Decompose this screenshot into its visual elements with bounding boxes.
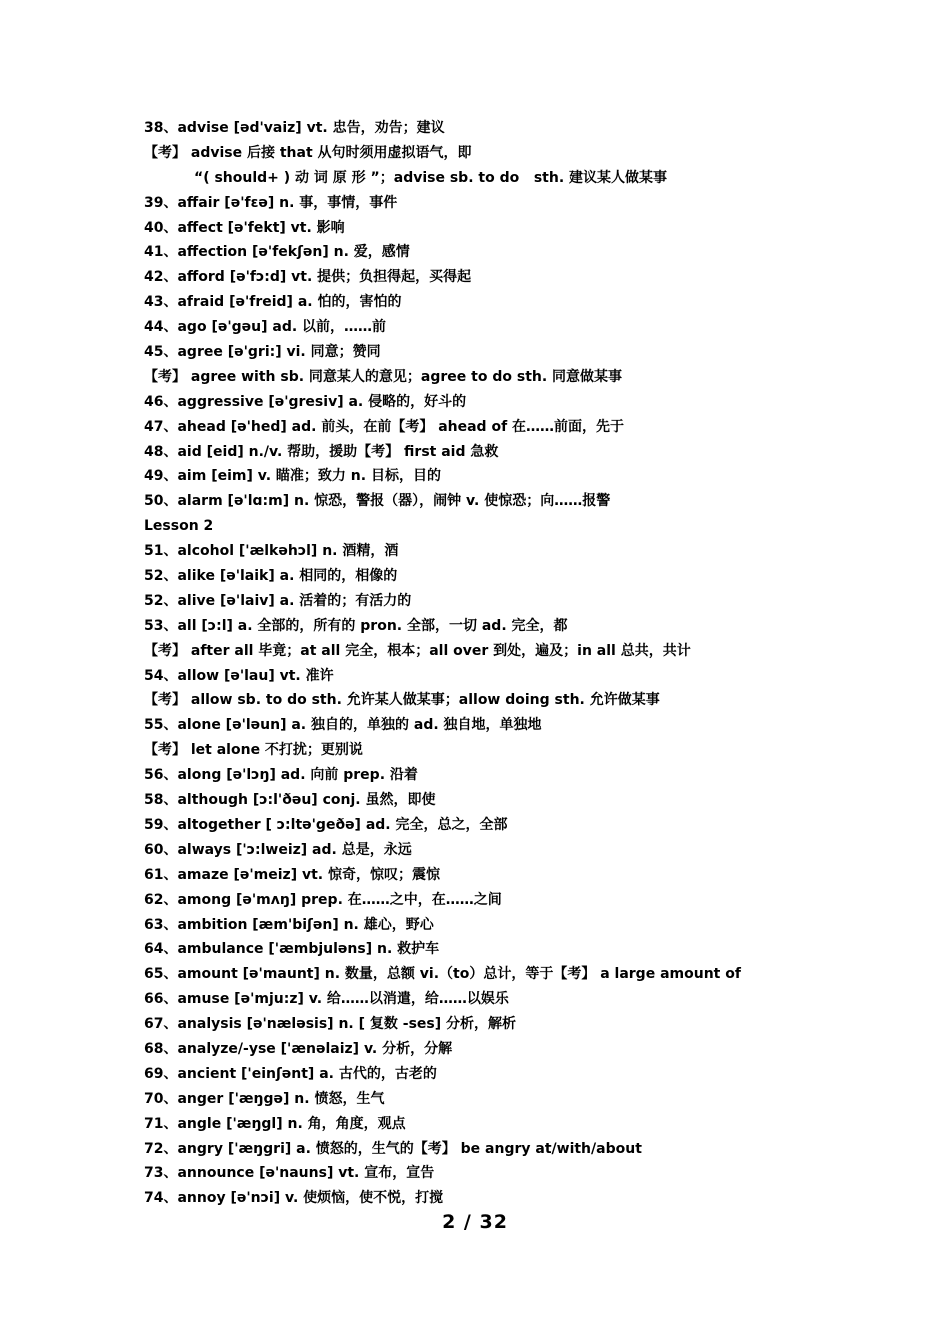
vocab-line: 45、agree [ə'gri:] vi. 同意；赞同 — [144, 344, 381, 361]
vocab-line: 48、aid [eid] n./v. 帮助，援助【考】 first aid 急救 — [144, 443, 499, 460]
vocab-line: 【考】 agree with sb. 同意某人的意见；agree to do sth. 同意做某事 — [144, 368, 623, 385]
vocab-line: 72、angry ['æŋgri] a. 愤怒的，生气的【考】 be angry at/with/about — [144, 1140, 642, 1157]
vocab-line: 50、alarm [ə'lɑ:m] n. 惊恐，警报（器），闹钟 v. 使惊恐；向……报警 — [144, 493, 611, 510]
vocab-line: “( should+ ) 动 词 原 形 ”；advise sb. to do sth. 建议某人做某事 — [194, 169, 668, 186]
vocab-line: 55、alone [ə'ləun] a. 独自的，单独的 ad. 独自地，单独地 — [144, 717, 542, 734]
vocab-line: 40、affect [ə'fekt] vt. 影响 — [144, 219, 345, 236]
vocab-line: 38、advise [əd'vaiz] vt. 忠告，劝告；建议 — [144, 120, 445, 136]
vocab-line: 39、affair [ə'fεə] n. 事，事情，事件 — [144, 194, 398, 211]
vocab-line: 64、ambulance ['æmbjuləns] n. 救护车 — [144, 941, 440, 958]
vocab-line: 62、among [ə'mʌŋ] prep. 在……之中，在……之间 — [144, 891, 502, 908]
vocab-line: 66、amuse [ə'mju:z] v. 给……以消遣，给……以娱乐 — [144, 991, 509, 1008]
vocab-line: 53、all [ɔ:l] a. 全部的，所有的 pron. 全部，一切 ad. 完全，都 — [144, 617, 568, 634]
vocab-line: 68、analyze/-yse ['ænəlaiz] v. 分析，分解 — [144, 1040, 453, 1057]
vocab-line: 41、affection [ə'fekʃən] n. 爱，感情 — [144, 244, 410, 261]
vocab-line: 51、alcohol ['ælkəhɔl] n. 酒精，酒 — [144, 543, 399, 560]
vocab-line: 【考】 advise 后接 that 从句时须用虚拟语气，即 — [144, 144, 472, 161]
vocab-line: 43、afraid [ə'freid] a. 怕的，害怕的 — [144, 294, 402, 311]
vocab-line: 63、ambition [æm'biʃən] n. 雄心，野心 — [144, 916, 434, 933]
vocab-line: 70、anger ['æŋgə] n. 愤怒，生气 — [144, 1090, 385, 1107]
vocab-line: 69、ancient ['einʃənt] a. 古代的，古老的 — [144, 1065, 437, 1082]
vocab-line: 67、analysis [ə'næləsis] n. [ 复数 -ses] 分析，解析 — [144, 1016, 517, 1033]
vocab-line: 【考】 allow sb. to do sth. 允许某人做某事；allow doing sth. 允许做某事 — [144, 692, 660, 709]
vocab-line: 52、alive [ə'laiv] a. 活着的；有活力的 — [144, 592, 412, 609]
vocab-line: 61、amaze [ə'meiz] vt. 惊奇，惊叹；震惊 — [144, 866, 440, 883]
vocab-line: 71、angle ['æŋgl] n. 角，角度，观点 — [144, 1115, 406, 1132]
vocab-line: 44、ago [ə'gəu] ad. 以前，……前 — [144, 319, 387, 336]
vocab-line: 49、aim [eim] v. 瞄准；致力 n. 目标，目的 — [144, 468, 441, 485]
vocab-line: 52、alike [ə'laik] a. 相同的，相像的 — [144, 568, 398, 585]
vocab-line: 65、amount [ə'maunt] n. 数量，总额 vi.（to）总计，等于【考】 a large amount of — [144, 966, 741, 983]
vocab-line: 【考】 after all 毕竟；at all 完全，根本；all over 到处，遍及；in all 总共，共计 — [144, 642, 691, 659]
vocab-line: 74、annoy [ə'nɔi] v. 使烦恼，使不悦，打搅 — [144, 1190, 444, 1207]
vocab-line: 54、allow [ə'lau] vt. 准许 — [144, 667, 334, 684]
vocab-line: 【考】 let alone 不打扰；更别说 — [144, 742, 363, 759]
vocab-line: Lesson 2 — [144, 518, 214, 535]
vocab-line: 59、altogether [ ɔ:ltə'geðə] ad. 完全，总之，全部 — [144, 816, 508, 833]
vocabulary-list — [144, 116, 864, 1211]
vocab-line: 73、announce [ə'nauns] vt. 宣布，宣告 — [144, 1165, 435, 1182]
page-number: 2 / 32 — [442, 1211, 508, 1233]
vocab-line: 46、aggressive [ə'gresiv] a. 侵略的，好斗的 — [144, 393, 467, 410]
vocab-line: 47、ahead [ə'hed] ad. 前头，在前【考】 ahead of 在……前面，先于 — [144, 418, 625, 435]
vocab-line: 56、along [ə'lɔŋ] ad. 向前 prep. 沿着 — [144, 767, 418, 784]
vocab-line: 60、always ['ɔ:lweiz] ad. 总是，永远 — [144, 841, 412, 858]
vocab-line: 42、afford [ə'fɔ:d] vt. 提供；负担得起，买得起 — [144, 269, 472, 286]
vocab-line: 58、although [ɔ:l'ðəu] conj. 虽然，即使 — [144, 792, 436, 809]
